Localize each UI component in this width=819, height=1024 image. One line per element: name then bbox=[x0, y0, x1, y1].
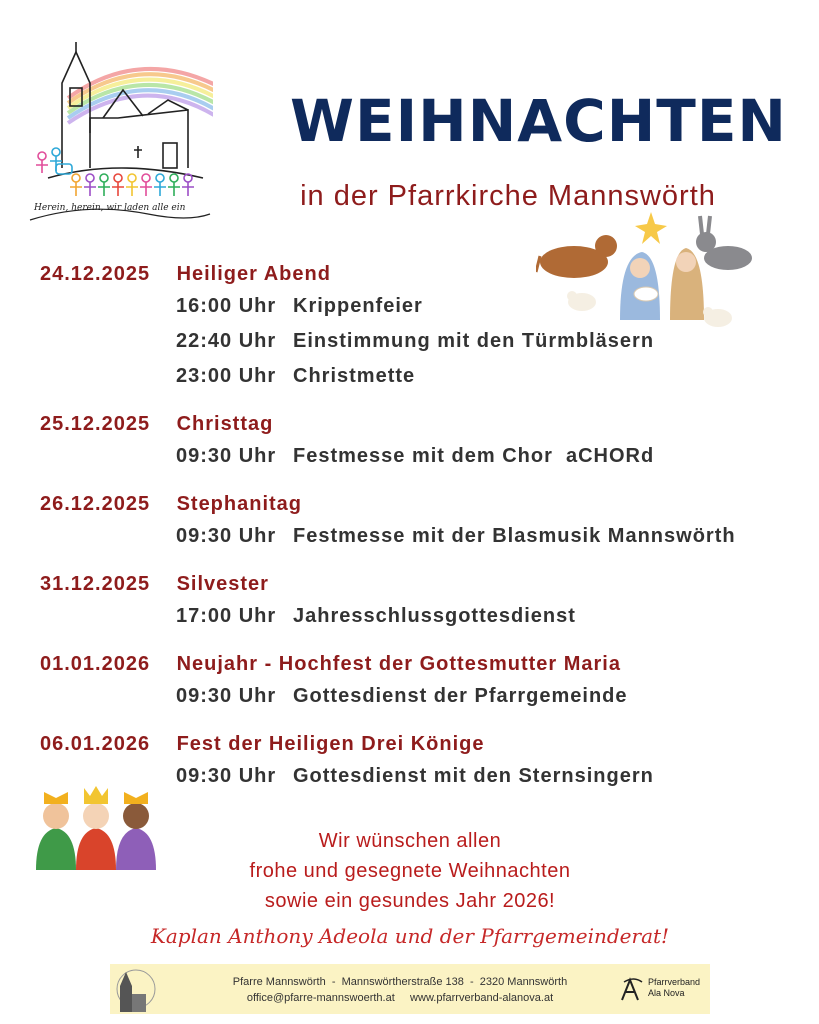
item-time: 22:40 Uhr bbox=[176, 330, 277, 352]
event-christmas-eve bbox=[40, 259, 780, 394]
item-time: 09:30 Uhr bbox=[176, 765, 277, 787]
event-item bbox=[40, 289, 780, 324]
footer-contact bbox=[210, 974, 590, 1006]
pfarrverband-logo bbox=[620, 974, 710, 1004]
item-time: 09:30 Uhr bbox=[176, 685, 277, 707]
event-item bbox=[40, 359, 780, 394]
item-description: Einstimmung mit den Türmbläsern bbox=[293, 330, 655, 352]
event-item bbox=[40, 439, 780, 474]
wishes-line: sowie ein gesundes Jahr 2026! bbox=[264, 890, 556, 912]
event-name: Fest der Heiligen Drei Könige bbox=[176, 733, 485, 755]
three-kings-illustration bbox=[32, 782, 160, 872]
signature: Kaplan Anthony Adeola und der Pfarrgemeinderat! bbox=[150, 924, 670, 948]
wishes-line: Wir wünschen allen bbox=[318, 830, 502, 852]
event-date: 25.12.2025 bbox=[40, 413, 151, 435]
item-description: Festmesse mit dem Chor aCHORd bbox=[293, 445, 655, 467]
parish-logo bbox=[28, 38, 213, 228]
event-item bbox=[40, 519, 780, 554]
event-header bbox=[40, 259, 780, 289]
event-new-year bbox=[40, 649, 780, 714]
event-date: 26.12.2025 bbox=[40, 493, 151, 515]
event-name: Stephanitag bbox=[176, 493, 303, 515]
ala-nova-icon bbox=[620, 976, 644, 1002]
event-st-stephens-day bbox=[40, 489, 780, 554]
event-item bbox=[40, 324, 780, 359]
event-date: 24.12.2025 bbox=[40, 263, 151, 285]
event-header bbox=[40, 729, 780, 759]
event-item bbox=[40, 599, 780, 634]
item-description: Gottesdienst der Pfarrgemeinde bbox=[293, 685, 628, 707]
wishes-line: frohe und gesegnete Weihnachten bbox=[249, 860, 571, 882]
event-christmas-day bbox=[40, 409, 780, 474]
item-description: Jahresschlussgottesdienst bbox=[293, 605, 576, 627]
event-item bbox=[40, 679, 780, 714]
logo-motto: Herein, herein, wir laden alle ein bbox=[34, 203, 186, 213]
event-name: Christtag bbox=[176, 413, 274, 435]
item-description: Krippenfeier bbox=[293, 295, 423, 317]
item-description: Gottesdienst mit den Sternsingern bbox=[293, 765, 654, 787]
church-seal-icon bbox=[110, 964, 156, 1014]
event-date: 01.01.2026 bbox=[40, 653, 151, 675]
footer bbox=[110, 964, 710, 1014]
event-name: Heiliger Abend bbox=[176, 263, 331, 285]
pfarrverband-name bbox=[648, 977, 700, 999]
event-date: 06.01.2026 bbox=[40, 733, 151, 755]
event-new-years-eve bbox=[40, 569, 780, 634]
brand-line: Ala Nova bbox=[648, 988, 685, 998]
item-time: 09:30 Uhr bbox=[176, 525, 277, 547]
event-header bbox=[40, 409, 780, 439]
event-name: Neujahr - Hochfest der Gottesmutter Maria bbox=[176, 653, 621, 675]
footer-address: Pfarre Mannswörth - Mannswörtherstraße 138 - 2320 Mannswörth bbox=[232, 976, 568, 988]
event-schedule bbox=[40, 259, 780, 809]
item-time: 09:30 Uhr bbox=[176, 445, 277, 467]
three-kings-icon bbox=[32, 782, 160, 872]
parish-seal bbox=[110, 964, 156, 1014]
item-description: Festmesse mit der Blasmusik Mannswörth bbox=[293, 525, 736, 547]
event-header bbox=[40, 649, 780, 679]
event-date: 31.12.2025 bbox=[40, 573, 151, 595]
item-time: 17:00 Uhr bbox=[176, 605, 277, 627]
page-subtitle: in der Pfarrkirche Mannswörth bbox=[300, 180, 716, 212]
church-rainbow-logo-icon bbox=[28, 38, 213, 228]
item-time: 23:00 Uhr bbox=[176, 365, 277, 387]
event-header bbox=[40, 489, 780, 519]
footer-links: office@pfarre-mannswoerth.at www.pfarrverband-alanova.at bbox=[246, 992, 554, 1004]
event-header bbox=[40, 569, 780, 599]
event-name: Silvester bbox=[176, 573, 269, 595]
page-title: WEIHNACHTEN bbox=[290, 87, 787, 155]
item-time: 16:00 Uhr bbox=[176, 295, 277, 317]
item-description: Christmette bbox=[293, 365, 416, 387]
brand-line: Pfarrverband bbox=[648, 977, 701, 987]
christmas-wishes bbox=[180, 826, 640, 916]
